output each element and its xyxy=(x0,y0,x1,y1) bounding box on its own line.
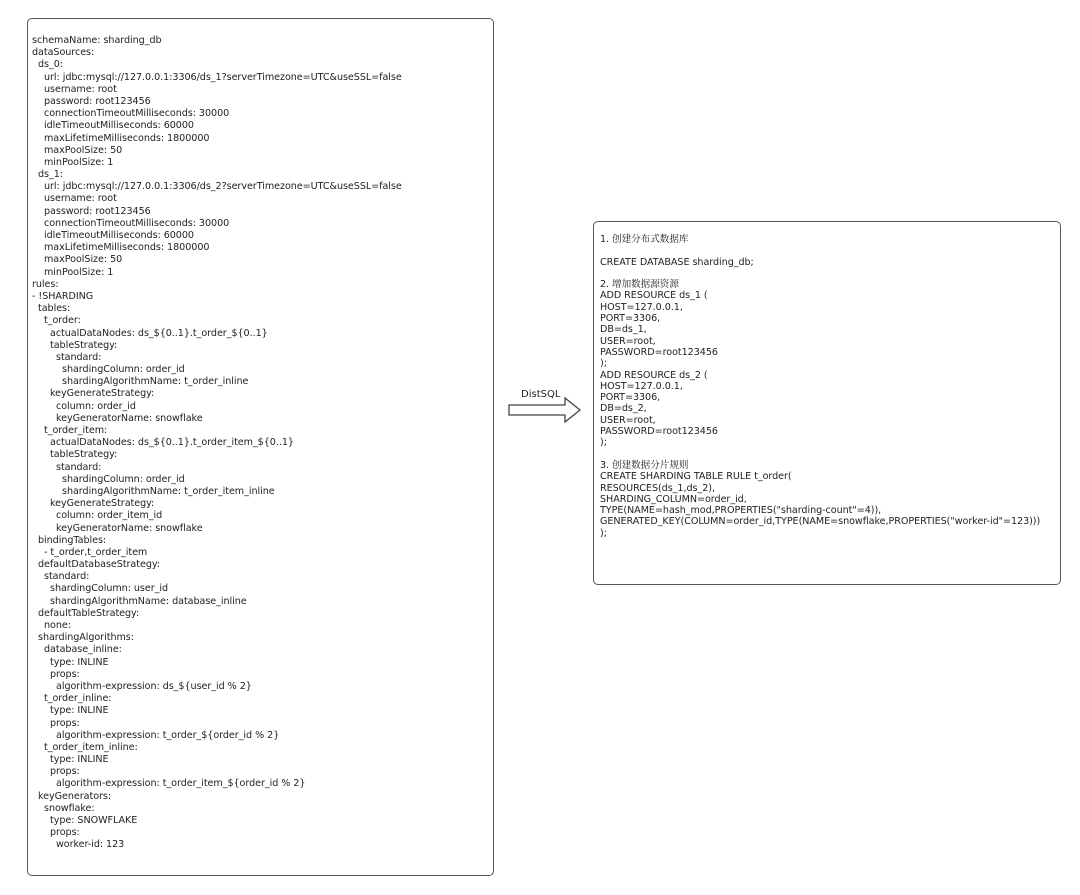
yaml-line: algorithm-expression: ds_${user_id % 2} xyxy=(32,680,252,692)
yaml-line: url: jdbc:mysql://127.0.0.1:3306/ds_1?serverTimezone=UTC&useSSL=false xyxy=(32,71,402,83)
yaml-line: - !SHARDING xyxy=(32,290,94,302)
yaml-line: shardingAlgorithmName: t_order_inline xyxy=(32,376,249,388)
distsql-line: DB=ds_2, xyxy=(600,403,647,415)
yaml-line: ds_1: xyxy=(32,169,63,181)
yaml-line: type: INLINE xyxy=(32,656,109,668)
yaml-line: tableStrategy: xyxy=(32,339,118,351)
yaml-line: keyGeneratorName: snowflake xyxy=(32,412,203,424)
distsql-line xyxy=(600,268,1060,279)
yaml-line: keyGeneratorName: snowflake xyxy=(32,522,203,534)
distsql-line: CREATE DATABASE sharding_db; xyxy=(600,256,754,268)
yaml-line: minPoolSize: 1 xyxy=(32,266,114,278)
yaml-line: none: xyxy=(32,620,71,631)
yaml-line: type: INLINE xyxy=(32,754,109,766)
yaml-line: keyGenerateStrategy: xyxy=(32,388,155,400)
yaml-config-box xyxy=(27,18,494,876)
distsql-arrow-label: DistSQL xyxy=(521,389,561,400)
yaml-line: minPoolSize: 1 xyxy=(32,156,114,168)
distsql-line: HOST=127.0.0.1, xyxy=(600,380,683,392)
distsql-line: DB=ds_1, xyxy=(600,324,647,336)
distsql-line: RESOURCES(ds_1,ds_2), xyxy=(600,482,715,494)
yaml-line: - t_order,t_order_item xyxy=(32,546,148,558)
yaml-line: tables: xyxy=(32,303,71,315)
yaml-line: worker-id: 123 xyxy=(32,839,125,851)
yaml-line: idleTimeoutMilliseconds: 60000 xyxy=(32,120,194,132)
distsql-line: ); xyxy=(600,358,607,370)
distsql-line: USER=root, xyxy=(600,414,656,426)
yaml-line: shardingAlgorithms: xyxy=(32,632,134,644)
yaml-line: shardingAlgorithmName: t_order_item_inline xyxy=(32,485,275,497)
yaml-line: rules: xyxy=(32,278,59,290)
distsql-line: ); xyxy=(600,527,607,539)
yaml-line: type: INLINE xyxy=(32,705,109,717)
yaml-line: idleTimeoutMilliseconds: 60000 xyxy=(32,230,194,241)
yaml-line: standard: xyxy=(32,351,102,363)
yaml-line: defaultDatabaseStrategy: xyxy=(32,559,160,571)
yaml-line: actualDataNodes: ds_${0..1}.t_order_${0..1} xyxy=(32,327,268,339)
yaml-line: algorithm-expression: t_order_${order_id % 2} xyxy=(32,729,280,741)
yaml-line: t_order_inline: xyxy=(32,693,112,705)
yaml-line: props: xyxy=(32,668,80,680)
yaml-line: ds_0: xyxy=(32,59,63,71)
distsql-line: 2. 增加数据源资源 xyxy=(600,279,679,291)
distsql-line: CREATE SHARDING TABLE RULE t_order( xyxy=(600,471,792,483)
yaml-line: username: root xyxy=(32,83,117,95)
distsql-line: PASSWORD=root123456 xyxy=(600,426,718,438)
distsql-line: 1. 创建分布式数据库 xyxy=(600,234,689,245)
distsql-line: USER=root, xyxy=(600,335,656,347)
yaml-line: algorithm-expression: t_order_item_${order_id % 2} xyxy=(32,778,306,790)
yaml-line: tableStrategy: xyxy=(32,449,118,461)
yaml-line: username: root xyxy=(32,193,117,205)
right-arrow-icon xyxy=(507,395,583,425)
yaml-line: password: root123456 xyxy=(32,95,151,107)
distsql-line: GENERATED_KEY(COLUMN=order_id,TYPE(NAME=snowflake,PROPERTIES("worker-id"=123))) xyxy=(600,516,1041,528)
distsql-line xyxy=(600,449,1060,460)
distsql-line: PORT=3306, xyxy=(600,313,661,325)
yaml-line: connectionTimeoutMilliseconds: 30000 xyxy=(32,108,230,120)
yaml-line: maxLifetimeMilliseconds: 1800000 xyxy=(32,242,210,254)
yaml-line: shardingAlgorithmName: database_inline xyxy=(32,595,247,607)
yaml-line: schemaName: sharding_db xyxy=(32,35,162,46)
distsql-line xyxy=(600,245,1060,256)
yaml-line: t_order_item_inline: xyxy=(32,741,138,753)
yaml-line: password: root123456 xyxy=(32,205,151,217)
yaml-line: standard: xyxy=(32,571,90,583)
distsql-line: PORT=3306, xyxy=(600,392,661,404)
yaml-line: snowflake: xyxy=(32,802,95,814)
yaml-line: url: jdbc:mysql://127.0.0.1:3306/ds_2?serverTimezone=UTC&useSSL=false xyxy=(32,181,402,193)
yaml-line: type: SNOWFLAKE xyxy=(32,815,138,826)
yaml-line: props: xyxy=(32,766,80,778)
yaml-line: column: order_item_id xyxy=(32,510,163,522)
distsql-line: ADD RESOURCE ds_1 ( xyxy=(600,290,708,302)
yaml-line: t_order: xyxy=(32,315,81,327)
distsql-line: 3. 创建数据分片规则 xyxy=(600,459,689,471)
distsql-line: HOST=127.0.0.1, xyxy=(600,301,683,313)
yaml-line: dataSources: xyxy=(32,47,95,59)
yaml-line: bindingTables: xyxy=(32,534,107,546)
yaml-line: props: xyxy=(32,717,80,729)
distsql-line: PASSWORD=root123456 xyxy=(600,346,718,358)
yaml-line: shardingColumn: order_id xyxy=(32,473,185,485)
distsql-line: SHARDING_COLUMN=order_id, xyxy=(600,493,747,505)
yaml-line: maxPoolSize: 50 xyxy=(32,144,123,156)
yaml-line: maxPoolSize: 50 xyxy=(32,254,123,266)
distsql-line: ADD RESOURCE ds_2 ( xyxy=(600,369,708,381)
yaml-line: keyGenerators: xyxy=(32,790,112,802)
yaml-line: props: xyxy=(32,827,80,839)
yaml-line: shardingColumn: user_id xyxy=(32,583,169,595)
yaml-line: shardingColumn: order_id xyxy=(32,364,185,376)
yaml-line: keyGenerateStrategy: xyxy=(32,498,155,510)
yaml-line: maxLifetimeMilliseconds: 1800000 xyxy=(32,132,210,144)
yaml-line: t_order_item: xyxy=(32,425,108,436)
yaml-line: database_inline: xyxy=(32,644,122,656)
distsql-line: ); xyxy=(600,437,607,449)
distsql-line: TYPE(NAME=hash_mod,PROPERTIES("sharding-count"=4)), xyxy=(600,505,882,517)
yaml-line: defaultTableStrategy: xyxy=(32,607,140,619)
yaml-line: column: order_id xyxy=(32,400,136,412)
yaml-line: actualDataNodes: ds_${0..1}.t_order_item_${0..1} xyxy=(32,437,294,449)
yaml-line: standard: xyxy=(32,461,102,473)
yaml-line: connectionTimeoutMilliseconds: 30000 xyxy=(32,217,230,229)
distsql-statements-box xyxy=(593,221,1061,585)
